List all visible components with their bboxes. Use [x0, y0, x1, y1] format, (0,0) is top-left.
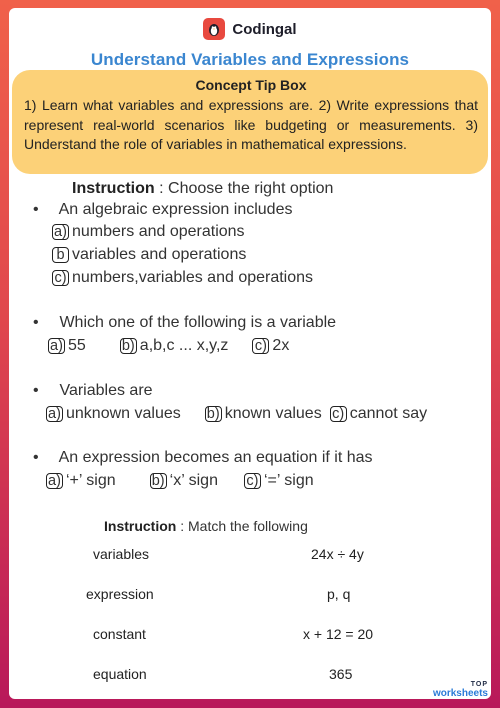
page-title: Understand Variables and Expressions [90, 50, 410, 69]
q4-options [46, 472, 314, 490]
option-text: ‘+’ sign [66, 472, 116, 489]
option-letter-box: c) [244, 473, 261, 489]
q2-option-b[interactable] [120, 337, 229, 355]
concept-tip-box [12, 70, 488, 174]
q4-option-c[interactable] [244, 472, 314, 490]
match-left-2[interactable]: expression [86, 586, 154, 602]
question-text: Which one of the following is a variable [59, 314, 337, 331]
q3-option-a[interactable] [46, 405, 181, 423]
option-text: variables and operations [72, 246, 247, 263]
match-right-2[interactable]: p, q [327, 586, 351, 602]
option-text: 2x [272, 337, 290, 354]
option-letter-box: c) [330, 406, 347, 422]
footer-line-2: worksheets [432, 688, 488, 699]
question-4 [33, 449, 373, 467]
option-text: ‘=’ sign [263, 472, 314, 489]
option-text: numbers,variables and operations [72, 269, 314, 286]
topworksheets-logo [433, 680, 488, 698]
q4-option-a[interactable] [46, 472, 116, 490]
q3-options [46, 405, 427, 423]
question-text: An expression becomes an equation if it has [58, 449, 373, 466]
match-right-3[interactable]: x + 12 = 20 [303, 626, 374, 642]
brand-name: Codingal [232, 20, 297, 38]
match-left-3[interactable]: constant [93, 626, 146, 642]
question-text: Variables are [59, 382, 153, 399]
option-letter-box: b) [205, 406, 222, 422]
q2-option-a[interactable] [48, 337, 86, 355]
question-2 [33, 314, 336, 332]
option-text: numbers and operations [72, 223, 245, 240]
instruction-match [104, 518, 308, 534]
instruction-label: Instruction [104, 518, 177, 534]
tip-box-title: Concept Tip Box [195, 77, 307, 93]
question-3 [33, 382, 153, 400]
instruction-text: : Choose the right option [154, 180, 334, 197]
option-letter-box: a) [52, 224, 69, 240]
option-letter-box: c) [52, 270, 69, 286]
q3-option-b[interactable] [205, 405, 322, 423]
option-text: 55 [68, 337, 86, 354]
question-1 [33, 201, 292, 219]
instruction-label: Instruction [72, 180, 155, 197]
q2-option-c[interactable] [252, 337, 289, 355]
worksheet [9, 8, 491, 699]
option-text: a,b,c ... x,y,z [139, 337, 229, 354]
option-text: known values [224, 405, 322, 422]
match-right-4[interactable]: 365 [329, 666, 353, 682]
option-text: unknown values [66, 405, 181, 422]
option-text: ‘x’ sign [169, 472, 218, 489]
q1-option-c[interactable] [52, 269, 313, 287]
q2-options [48, 337, 289, 355]
option-letter-box: c) [252, 338, 269, 354]
match-left-4[interactable]: equation [93, 666, 147, 682]
instruction-text: : Match the following [176, 518, 308, 534]
option-letter-box: b) [120, 338, 137, 354]
q3-option-c[interactable] [330, 405, 427, 423]
q4-option-b[interactable] [150, 472, 218, 490]
brand-header [9, 18, 491, 40]
instruction-choose [72, 180, 333, 198]
tip-box-body: 1) Learn what variables and expressions are. 2) Write expressions that represent real-world scenarios like budgeting or measurements. 3) Understand the role of variables in mathematical expressions. [24, 97, 478, 152]
penguin-logo-icon [203, 18, 225, 40]
option-text: cannot say [349, 405, 428, 422]
option-letter-box: b) [150, 473, 167, 489]
q1-option-b[interactable] [52, 246, 246, 264]
footer-line-1: TOP [470, 681, 488, 688]
option-letter-box: a) [46, 473, 63, 489]
option-letter-box: b [52, 247, 69, 263]
q1-option-a[interactable] [52, 223, 245, 241]
question-text: An algebraic expression includes [58, 201, 293, 218]
match-left-1[interactable]: variables [93, 546, 150, 562]
match-right-1[interactable]: 24x ÷ 4y [311, 546, 364, 562]
option-letter-box: a) [48, 338, 65, 354]
option-letter-box: a) [46, 406, 63, 422]
